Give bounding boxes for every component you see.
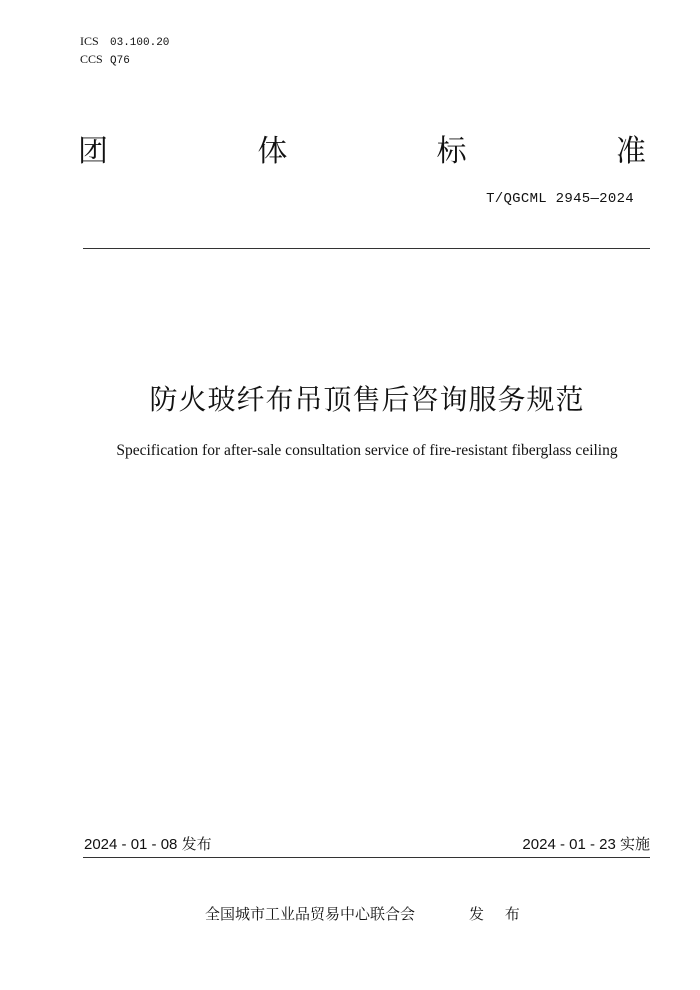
ccs-code: Q76 (110, 55, 130, 67)
top-divider (83, 248, 650, 249)
ics-row (80, 34, 169, 50)
standard-type-char: 准 (615, 134, 646, 169)
issue-label: 发 布 (469, 905, 528, 923)
issuing-organization: 全国城市工业品贸易中心联合会 (205, 905, 416, 923)
ccs-row (80, 52, 130, 68)
standard-type-char: 标 (436, 134, 467, 169)
ics-label: ICS (80, 34, 99, 48)
bottom-divider (83, 857, 650, 858)
standard-number: T/QGCML 2945—2024 (486, 191, 634, 207)
ics-code: 03.100.20 (110, 37, 170, 49)
document-title-english: Specification for after-sale consultation service of fire-resistant fiberglass ceiling (116, 442, 618, 459)
document-title-chinese: 防火玻纤布吊顶售后咨询服务规范 (149, 383, 585, 416)
publish-date: 2024 - 01 - 08 发布 (84, 836, 212, 853)
standard-type-heading (78, 134, 646, 170)
standard-type-char: 团 (78, 134, 108, 169)
standard-type-char: 体 (257, 134, 288, 169)
implementation-date: 2024 - 01 - 23 实施 (522, 836, 650, 853)
ccs-label: CCS (80, 52, 103, 66)
